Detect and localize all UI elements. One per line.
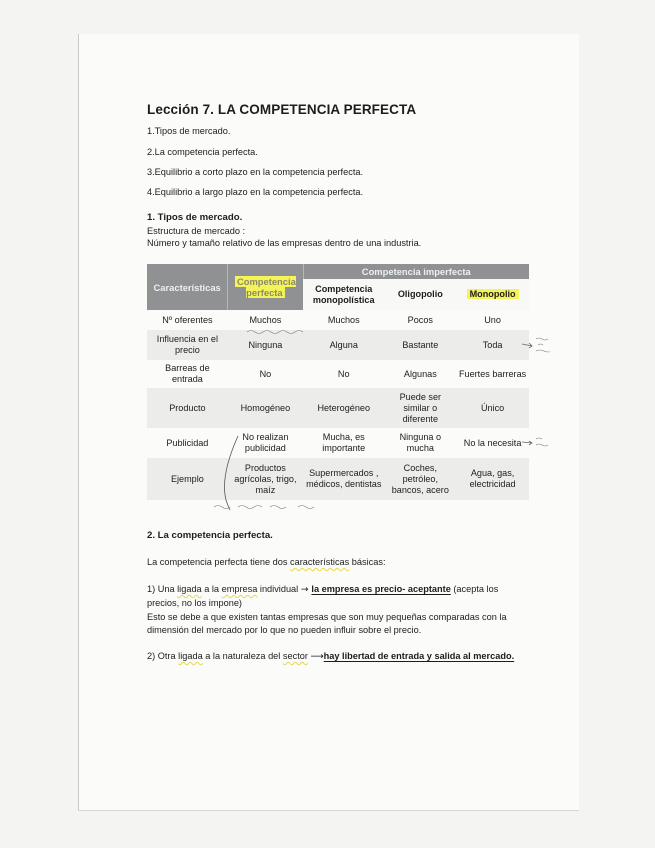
header-perfect: [228, 264, 303, 310]
point1-line1: [147, 584, 498, 595]
point1-emphasis: la empresa es precio- aceptante: [311, 584, 451, 594]
table-cell: Puede ser similar o diferente: [384, 388, 456, 428]
table-cell: Toda: [456, 330, 529, 360]
header-perfect-label: Competencia perfecta: [236, 276, 296, 298]
header-imperfect-group: Competencia imperfecta: [303, 264, 529, 279]
section1-line1: Estructura de mercado :: [147, 226, 246, 236]
header-monopoly: [456, 279, 529, 310]
point2-ligada: ligada: [178, 651, 203, 661]
table-cell: No: [228, 360, 303, 388]
point2-text: a la naturaleza del: [202, 651, 283, 661]
section2-intro: [147, 557, 386, 567]
table-cell: No: [303, 360, 384, 388]
toc-item-3: 3.Equilibrio a corto plazo en la competencia perfecta.: [147, 167, 364, 177]
point1-text: 1) Una: [147, 584, 178, 594]
intro-text: La competencia perfecta tiene dos: [147, 557, 291, 567]
row-label: Barreas de entrada: [147, 360, 228, 388]
point2-emphasis: hay libertad de entrada y salida al mercado.: [323, 651, 515, 661]
row-label: Nº oferentes: [147, 310, 228, 330]
table-cell: No realizan publicidad: [228, 428, 303, 458]
table-cell: Coches, petróleo, bancos, acero: [384, 458, 456, 500]
table-cell: Agua, gas, electricidad: [456, 458, 529, 500]
section1-line2: Número y tamaño relativo de las empresas dentro de una industria.: [147, 238, 422, 248]
point2-line: [147, 651, 514, 662]
handwritten-annotations: [150, 322, 550, 522]
table-cell: Alguna: [303, 330, 384, 360]
table-cell: Bastante: [384, 330, 456, 360]
table-cell: Heterogéneo: [303, 388, 384, 428]
table-cell: Supermercados , médicos, dentistas: [303, 458, 384, 500]
intro-keyword: características: [290, 557, 350, 567]
point2-sector: sector: [282, 651, 308, 661]
point1-ligada: ligada: [177, 584, 202, 594]
table-cell: Único: [456, 388, 529, 428]
table-cell: Uno: [456, 310, 529, 330]
section2-heading: 2. La competencia perfecta.: [147, 530, 273, 541]
section1-heading: 1. Tipos de mercado.: [147, 212, 243, 223]
table-cell: Ninguna o mucha: [384, 428, 456, 458]
header-monopoly-label: Monopolio: [467, 289, 519, 299]
header-characteristics: Características: [147, 264, 228, 310]
table-cell: Algunas: [384, 360, 456, 388]
arrow-icon: ⟶: [310, 651, 324, 662]
table-cell: Muchos: [303, 310, 384, 330]
row-label: Publicidad: [147, 428, 228, 458]
point1-line2: precios, no los impone): [147, 598, 242, 608]
page-title: Lección 7. LA COMPETENCIA PERFECTA: [147, 102, 417, 117]
table-cell: No la necesita: [456, 428, 529, 458]
point1-empresa: empresa: [221, 584, 258, 594]
header-oligopoly: Oligopolio: [384, 279, 456, 310]
point1-text: individual: [257, 584, 299, 594]
table-cell: Ninguna: [228, 330, 303, 360]
toc-item-1: 1.Tipos de mercado.: [147, 126, 231, 136]
row-label: Ejemplo: [147, 458, 228, 500]
table-cell: Homogéneo: [228, 388, 303, 428]
header-monopolistic: Competencia monopolística: [303, 279, 384, 310]
toc-item-4: 4.Equilibrio a largo plazo en la competencia perfecta.: [147, 187, 364, 197]
row-label: Producto: [147, 388, 228, 428]
table-cell: Pocos: [384, 310, 456, 330]
table-cell: Mucha, es importante: [303, 428, 384, 458]
table-cell: Fuertes barreras: [456, 360, 529, 388]
toc-item-2: 2.La competencia perfecta.: [147, 147, 258, 157]
point1-text: a la: [201, 584, 222, 594]
table-cell: Muchos: [228, 310, 303, 330]
point1-line4: dimensión del mercado por lo que no pueden influir sobre el precio.: [147, 625, 422, 635]
table-cell: Productos agrícolas, trigo, maíz: [228, 458, 303, 500]
intro-text: básicas:: [349, 557, 386, 567]
point1-tail: (acepta los: [450, 584, 499, 594]
point2-text: 2) Otra: [147, 651, 179, 661]
row-label: Influencia en el precio: [147, 330, 228, 360]
arrow-icon: →: [300, 584, 312, 595]
point1-line3: Esto se debe a que existen tantas empresas que son muy pequeñas comparadas con la: [147, 612, 507, 622]
